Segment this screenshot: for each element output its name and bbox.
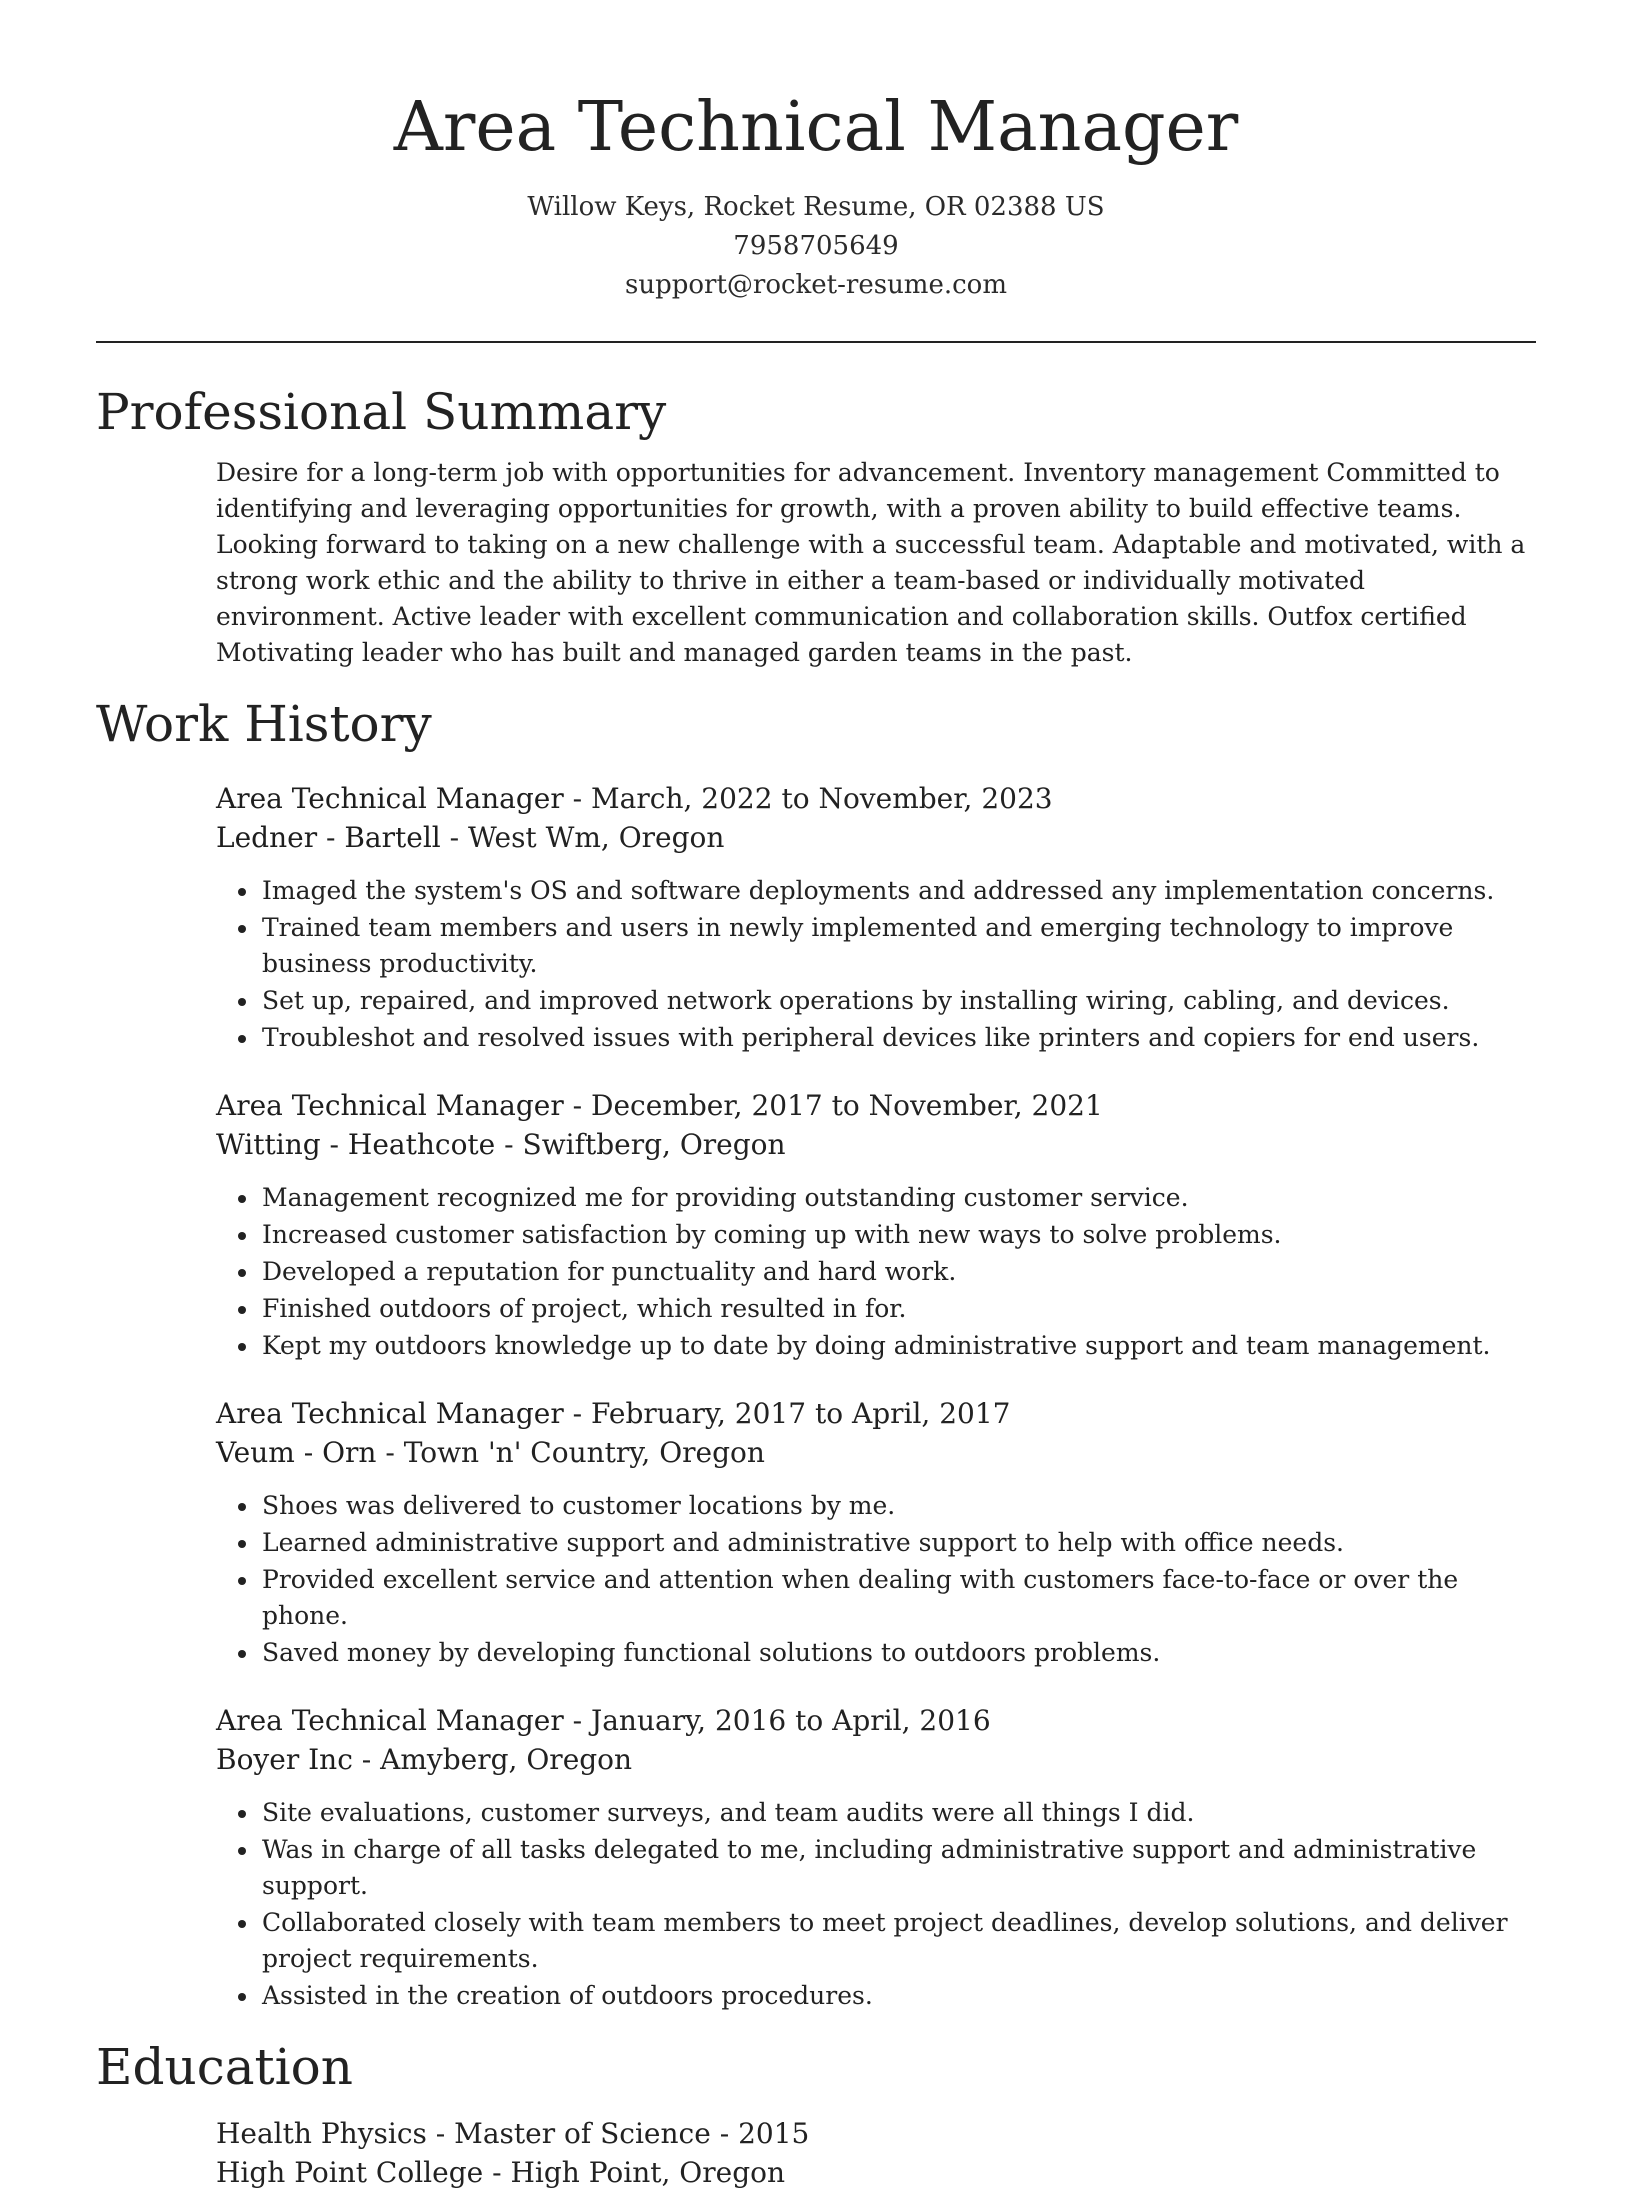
job-company-line [216, 1125, 1536, 1164]
job-entry [216, 779, 1536, 1056]
job-bullet: • Saved money by developing functional solutions to outdoors problems. [260, 1635, 1536, 1671]
job-company-line [216, 1740, 1536, 1779]
job-company-line [216, 818, 1536, 857]
job-bullet: • Set up, repaired, and improved network operations by installing wiring, cabling, and devices. [260, 983, 1536, 1019]
separator: - [426, 2117, 455, 2150]
summary-heading: Professional Summary [96, 383, 667, 441]
job-bullet: • Troubleshot and resolved issues with peripheral devices like printers and copiers for end users. [260, 1020, 1536, 1056]
job-bullet: • Was in charge of all tasks delegated to me, including administrative support and administrative support. [260, 1832, 1536, 1904]
work-history-section [96, 691, 1536, 2014]
job-company: Boyer Inc [216, 1743, 353, 1776]
separator: - [376, 1436, 404, 1469]
education-school: High Point College [216, 2156, 484, 2189]
education-heading: Education [96, 2038, 353, 2096]
jobs-list [216, 779, 1536, 2014]
resume-header [96, 0, 1536, 305]
separator: - [440, 821, 468, 854]
job-bullets [216, 873, 1536, 1056]
separator: - [352, 1743, 381, 1776]
job-bullet: • Shoes was delivered to customer locations by me. [260, 1488, 1536, 1524]
job-bullet: • Collaborated closely with team members to meet project deadlines, develop solutions, and deliver project requirements. [260, 1905, 1536, 1977]
job-bullet: • Provided excellent service and attention when dealing with customers face-to-face or over the phone. [260, 1562, 1536, 1634]
job-dates: March, 2022 to November, 2023 [591, 782, 1053, 815]
job-location: Amyberg, Oregon [380, 1743, 633, 1776]
education-school-line [216, 2153, 1536, 2192]
work-history-heading: Work History [96, 695, 432, 753]
job-title-line [216, 1701, 1536, 1740]
job-bullets [216, 1488, 1536, 1671]
job-bullet: • Site evaluations, customer surveys, and team audits were all things I did. [260, 1795, 1536, 1831]
contact-phone: 7958705649 [733, 231, 899, 261]
job-location: West Wm, Oregon [468, 821, 725, 854]
education-degree-line [216, 2114, 1536, 2153]
contact-email: support@rocket-resume.com [624, 270, 1007, 300]
job-title-line [216, 1086, 1536, 1125]
separator: - [563, 782, 592, 815]
separator: - [710, 2117, 739, 2150]
separator: - [563, 1704, 592, 1737]
job-dates: December, 2017 to November, 2021 [591, 1089, 1103, 1122]
job-dates: January, 2016 to April, 2016 [591, 1704, 991, 1737]
separator: - [495, 1128, 523, 1161]
summary-section [96, 379, 1536, 671]
job-dates: February, 2017 to April, 2017 [591, 1397, 1011, 1430]
job-bullet: • Trained team members and users in newly implemented and emerging technology to improve business productivity. [260, 910, 1536, 982]
education-section [96, 2034, 1536, 2192]
resume-page [96, 0, 1536, 2192]
job-title: Area Technical Manager [216, 1704, 564, 1737]
education-entry [216, 2114, 1536, 2192]
job-title-line [216, 1394, 1536, 1433]
job-company-line [216, 1433, 1536, 1472]
job-company: Witting - Heathcote [216, 1128, 496, 1161]
separator: - [563, 1397, 592, 1430]
header-divider [96, 341, 1536, 343]
job-title: Area Technical Manager [216, 1397, 564, 1430]
job-location: Swiftberg, Oregon [522, 1128, 786, 1161]
job-title-line [216, 779, 1536, 818]
education-year: 2015 [738, 2117, 810, 2150]
job-entry [216, 1394, 1536, 1671]
job-bullet: • Management recognized me for providing outstanding customer service. [260, 1180, 1536, 1216]
summary-text: Desire for a long-term job with opportunities for advancement. Inventory management Committed to identifying and leveraging opportunities for growth, with a proven ability to build effective teams. Looking forward to taking on a new challenge with a successful team. Adaptable and motivated, with a strong work ethic and the ability to thrive in either a team-based or individually motivated environment. Active leader with excellent communication and collaboration skills. Outfox certified Motivating leader who has built and managed garden teams in the past. [216, 458, 1526, 667]
job-bullet: • Developed a reputation for punctuality and hard work. [260, 1254, 1536, 1290]
contact-block [96, 188, 1536, 305]
job-bullets [216, 1180, 1536, 1364]
job-bullet: • Learned administrative support and administrative support to help with office needs. [260, 1525, 1536, 1561]
job-bullet: • Finished outdoors of project, which resulted in for. [260, 1291, 1536, 1327]
job-bullets [216, 1795, 1536, 2014]
job-bullet: • Kept my outdoors knowledge up to date by doing administrative support and team management. [260, 1328, 1536, 1364]
job-entry [216, 1086, 1536, 1364]
job-location: Town 'n' Country, Oregon [403, 1436, 765, 1469]
job-entry [216, 1701, 1536, 2014]
job-title: Area Technical Manager [216, 782, 564, 815]
education-list [216, 2114, 1536, 2192]
contact-address: Willow Keys, Rocket Resume, OR 02388 US [527, 192, 1105, 222]
separator: - [563, 1089, 592, 1122]
education-field: Health Physics [216, 2117, 427, 2150]
education-location: High Point, Oregon [510, 2156, 786, 2189]
education-degree: Master of Science [454, 2117, 711, 2150]
job-bullet: • Assisted in the creation of outdoors procedures. [260, 1978, 1536, 2014]
job-bullet: • Imaged the system's OS and software deployments and addressed any implementation concerns. [260, 873, 1536, 909]
resume-title: Area Technical Manager [393, 88, 1239, 167]
separator: - [483, 2156, 511, 2189]
job-company: Ledner - Bartell [216, 821, 441, 854]
job-title: Area Technical Manager [216, 1089, 564, 1122]
job-bullet: • Increased customer satisfaction by coming up with new ways to solve problems. [260, 1217, 1536, 1253]
job-company: Veum - Orn [216, 1436, 377, 1469]
